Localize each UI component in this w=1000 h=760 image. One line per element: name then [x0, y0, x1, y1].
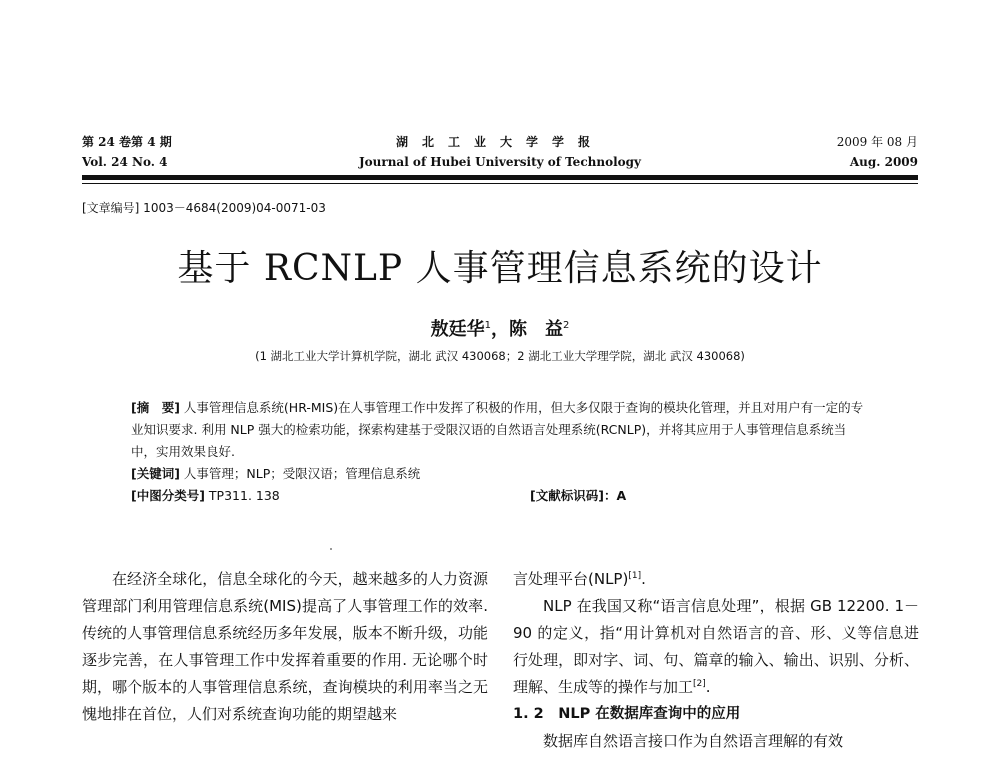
author-1: 敖廷华 — [430, 319, 485, 340]
keywords-label: [关键词] — [131, 466, 180, 481]
body-paragraph-2 — [513, 593, 919, 701]
ref-1: [1] — [628, 571, 642, 581]
clc-label: [中图分类号] — [131, 488, 205, 503]
cont-text: 言处理平台(NLP) — [513, 570, 629, 588]
body-right-column — [513, 566, 919, 755]
author-list — [0, 314, 1000, 342]
affiliation: (1 湖北工业大学计算机学院，湖北 武汉 430068；2 湖北工业大学理学院，湖北 武汉 430068) — [255, 349, 745, 363]
scan-speck — [330, 548, 332, 550]
doc-code-text: ：A — [603, 488, 627, 503]
para2-text: NLP 在我国又称“语言信息处理”，根据 GB 12200. 1－90 的定义，指“用计算机对自然语言的音、形、义等信息进行处理，即对字、词、句、篇章的输入、输出、识别、分析、理解、生成等的操作与加工 — [513, 597, 919, 696]
body-paragraph-3: 数据库自然语言接口作为自然语言理解的有效 — [543, 732, 844, 750]
journal-name-en: Journal of Hubei University of Technology — [358, 155, 642, 169]
issue-date-en: Aug. 2009 — [849, 155, 918, 169]
keywords-text: 人事管理；NLP；受限汉语；管理信息系统 — [183, 466, 421, 481]
issue-date-cn: 2009 年 08 月 — [836, 135, 918, 149]
clc-text: TP311. 138 — [208, 488, 280, 503]
body-paragraph-1: 在经济全球化，信息全球化的今天，越来越多的人力资源管理部门利用管理信息系统(MIS)提高了人事管理工作的效率. 传统的人事管理信息系统经历多年发展，版本不断升级，功能逐步完善，在人事管理工作中发挥着重要的作用. 无论哪个时期，哪个版本的人事管理信息系统，查询模块的利用率当之无愧地排在首位，人们对系统查询功能的期望越来 — [82, 570, 488, 723]
header-rule-thick — [82, 175, 918, 180]
author-1-affil-mark: 1 — [484, 320, 491, 331]
abstract — [131, 397, 871, 463]
ref-2: [2] — [693, 679, 706, 689]
doc-code-label: [文献标识码] — [530, 488, 604, 503]
doc-code-line — [530, 485, 626, 507]
author-separator: ， — [491, 319, 509, 340]
header-rule-thin — [82, 183, 918, 184]
keywords-line — [131, 463, 420, 485]
journal-name-cn: 湖北工业大学学报 — [395, 135, 604, 149]
abstract-text: 人事管理信息系统(HR-MIS)在人事管理工作中发挥了积极的作用，但大多仅限于查询的模块化管理，并且对用户有一定的专业知识要求. 利用 NLP 强大的检索功能，探索构建基于受限汉语的自然语言处理系统(RCNLP)，并将其应用于人事管理信息系统当中，实用效果良好. — [131, 400, 864, 459]
clc-line — [131, 485, 280, 507]
abstract-label: [摘 要] — [131, 400, 180, 415]
journal-issue-en: Vol. 24 No. 4 — [82, 155, 168, 169]
body-paragraph-cont — [513, 566, 919, 593]
paper-title: 基于 RCNLP 人事管理信息系统的设计 — [177, 248, 823, 289]
para2-end: . — [705, 678, 711, 696]
author-2: 陈 益 — [509, 319, 563, 340]
section-heading-1-2: 1. 2 NLP 在数据库查询中的应用 — [513, 706, 741, 722]
cont-end: . — [641, 570, 646, 588]
journal-issue-cn: 第 24 卷第 4 期 — [82, 135, 172, 149]
article-number: [文章编号] 1003－4684(2009)04-0071-03 — [82, 201, 326, 215]
body-left-column — [82, 566, 488, 728]
author-2-affil-mark: 2 — [563, 320, 570, 331]
